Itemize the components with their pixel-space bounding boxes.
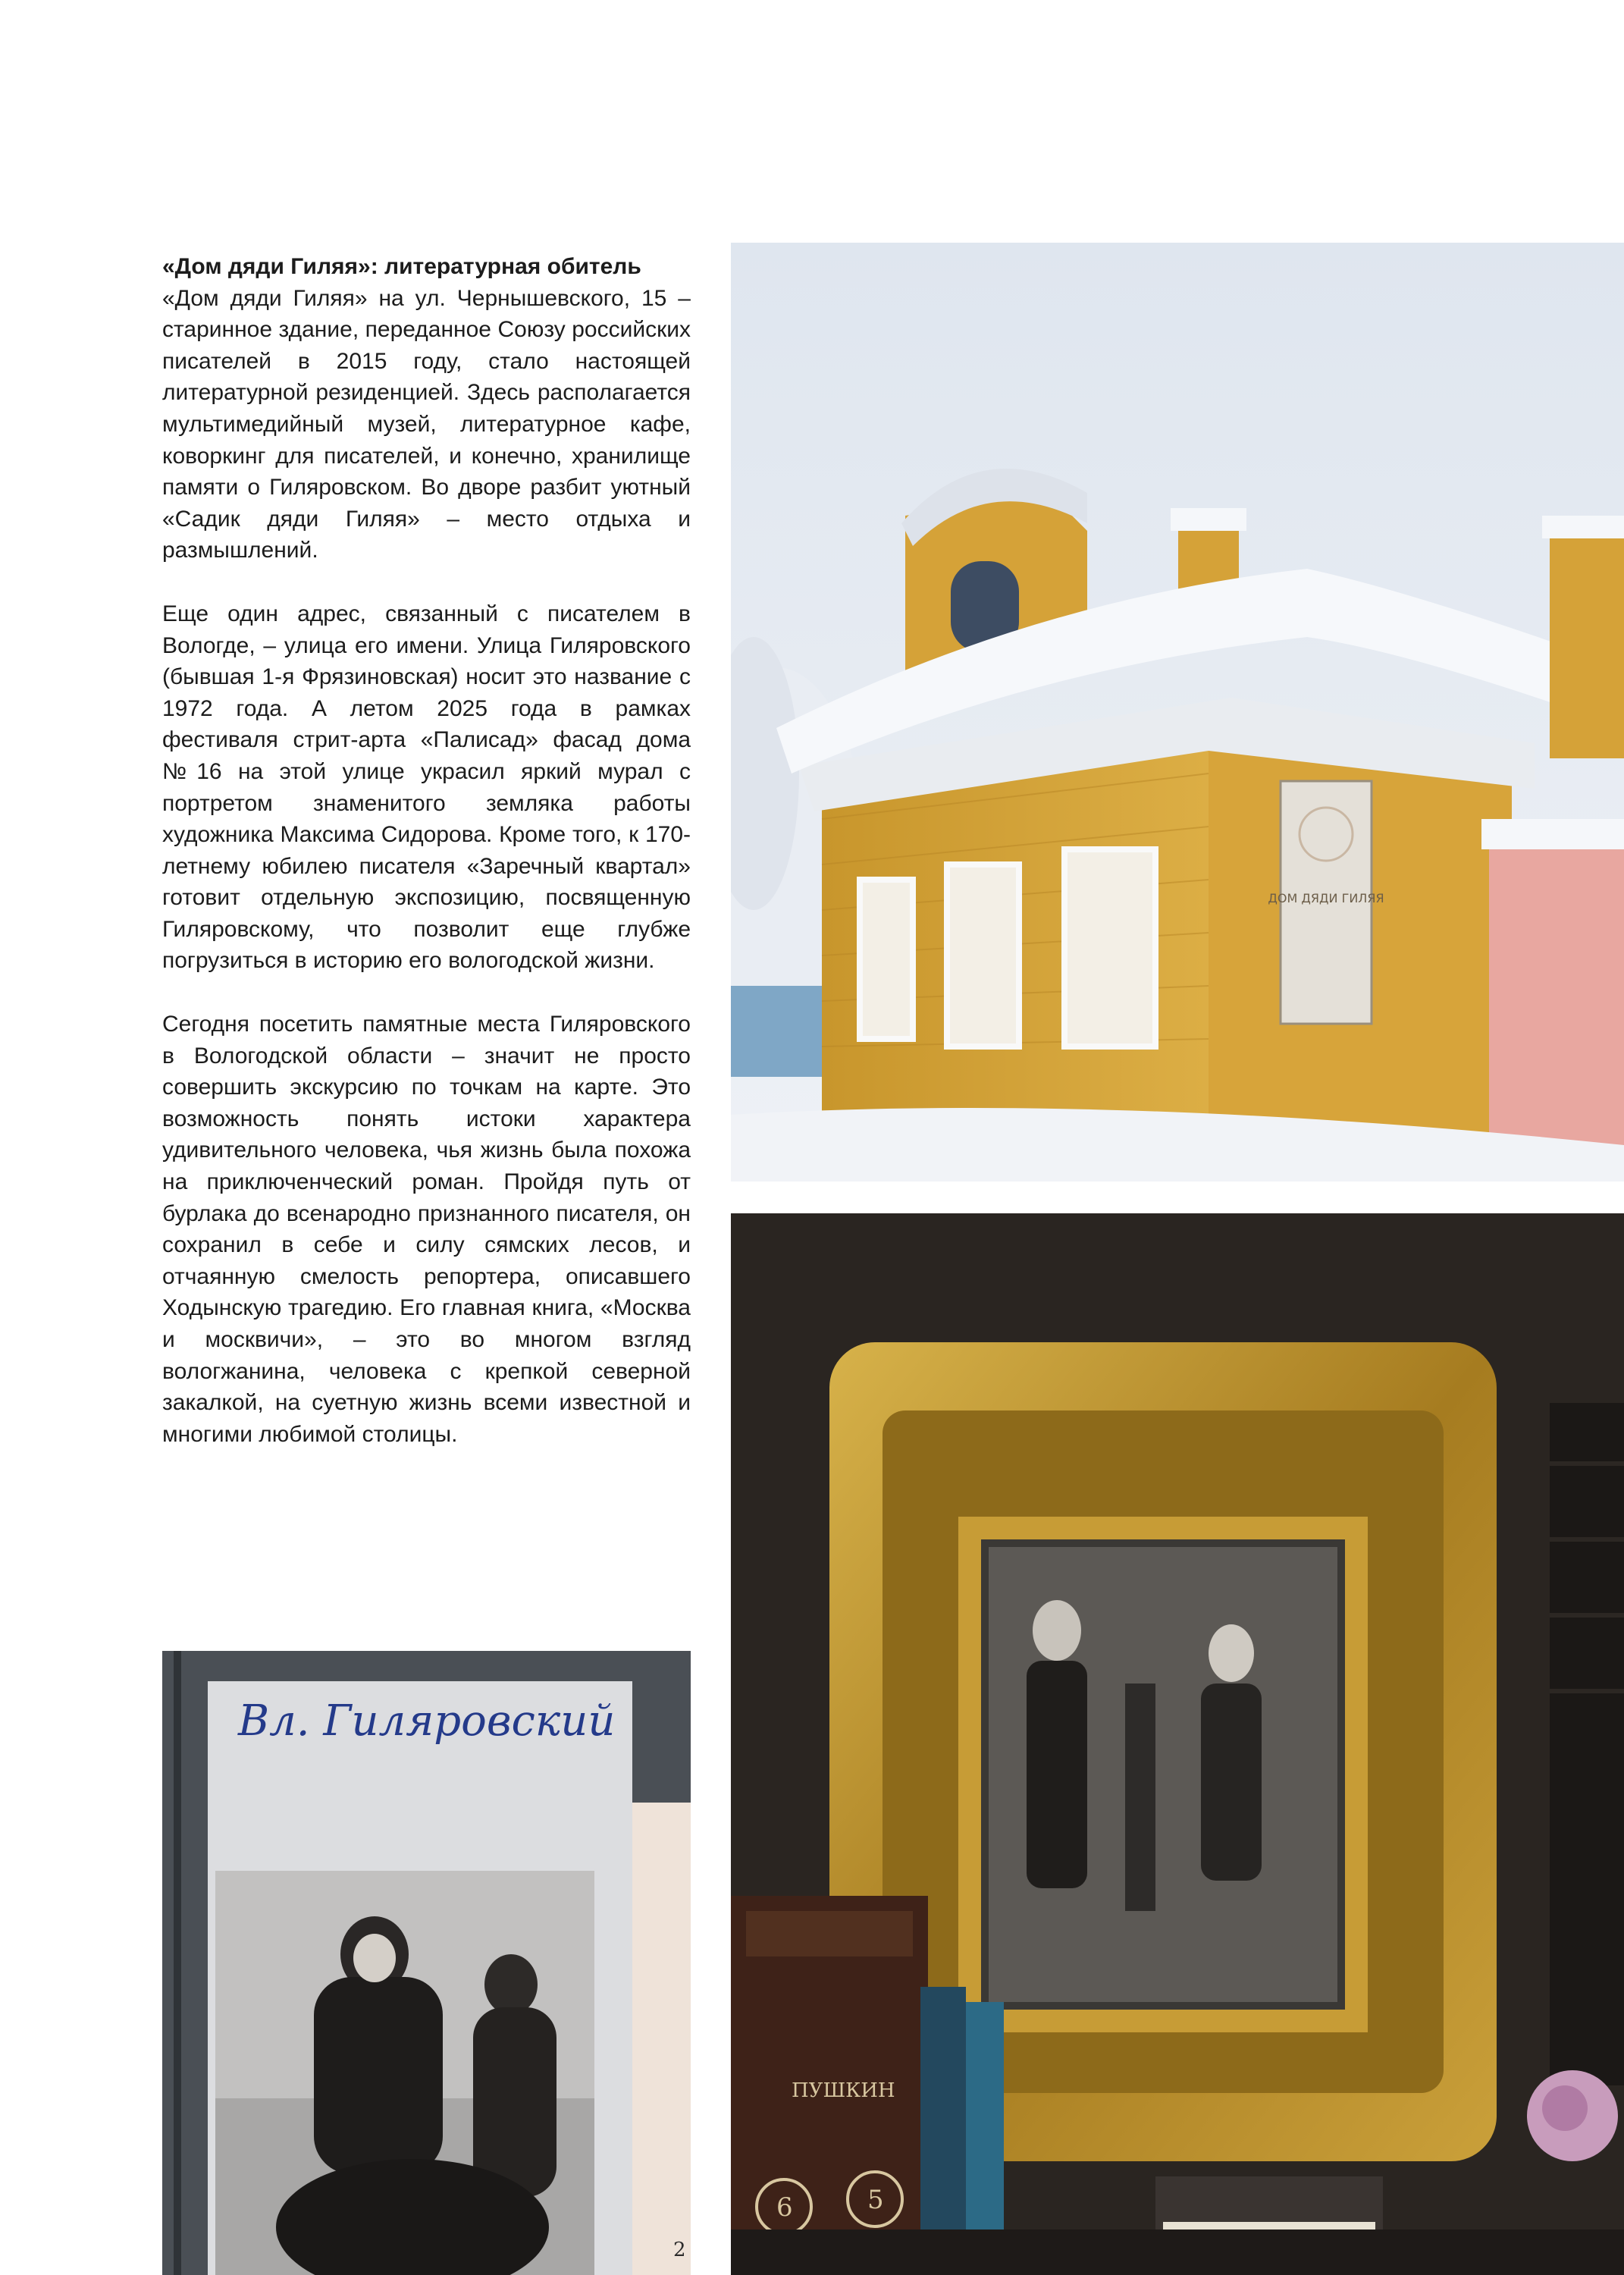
article-paragraph-1: [162, 251, 691, 566]
archive-photo-signature: [162, 1651, 691, 2275]
house-sign-text: ДОМ ДЯДИ ГИЛЯЯ: [1268, 891, 1384, 905]
signature-text: Вл. Гиляровский: [238, 1696, 616, 1746]
paragraph-text-1: «Дом дяди Гиляя» на ул. Чернышевского, 15 – старинное здание, переданное Союзу российских писателей в 2015 году, стало настоящей литературной резиденцией. Здесь располагается мультимедийный музей, литературное кафе, коворкинг для писателей, и конечно, хранилище памяти о Гиляровском. Во дворе разбит уютный «Садик дяди Гиляя» – место отдыха и размышлений.: [162, 285, 691, 563]
article-paragraph-3: Сегодня посетить памятные места Гиляровского в Вологодской области – значит не просто совершить экскурсию по точкам на карте. Это возможность понять истоки характера удивительного человека, чья жизнь была похожа на приключенческий роман. Пройдя путь от бурлака до всенародно признанного писателя, он сохранил в себе и силу сямских лесов, и отчаянную смелость репортера, описавшего Ходынскую трагедию. Его главная книга, «Москва и москвичи», – это во многом взгляд вологжанина, человека с крепкой северной закалкой, на суетную жизнь всеми известной и многими любимой столицы.: [162, 1012, 691, 1447]
book-volume-left: 6: [776, 2192, 793, 2223]
framed-photo-still-life: [731, 1213, 1624, 2275]
article-paragraph-2: Еще один адрес, связанный с писателем в Вологде, – улица его имени. Улица Гиляровского (бывшая 1-я Фрязиновская) носит это название с 1972 года. А летом 2025 года в рамках фестиваля стрит-арта «Палисад» фасад дома №16 на этой улице украсил яркий мурал с портретом знаменитого земляка работы художника Максима Сидорова. Кроме того, к 170-летнему юбилею писателя «Заречный квартал» готовит отдельную экспозицию, посвященную Гиляровскому, что позволит еще глубже погрузиться в историю его вологодской жизни.: [162, 601, 691, 974]
article-heading: «Дом дяди Гиляя»: литературная обитель: [162, 254, 641, 279]
book-volume-right: 5: [867, 2185, 884, 2215]
book-title-text: ПУШКИН: [792, 2079, 895, 2102]
page-number-text: 2: [673, 2239, 686, 2261]
article-column: [162, 251, 691, 1482]
house-photo: [731, 243, 1624, 1181]
